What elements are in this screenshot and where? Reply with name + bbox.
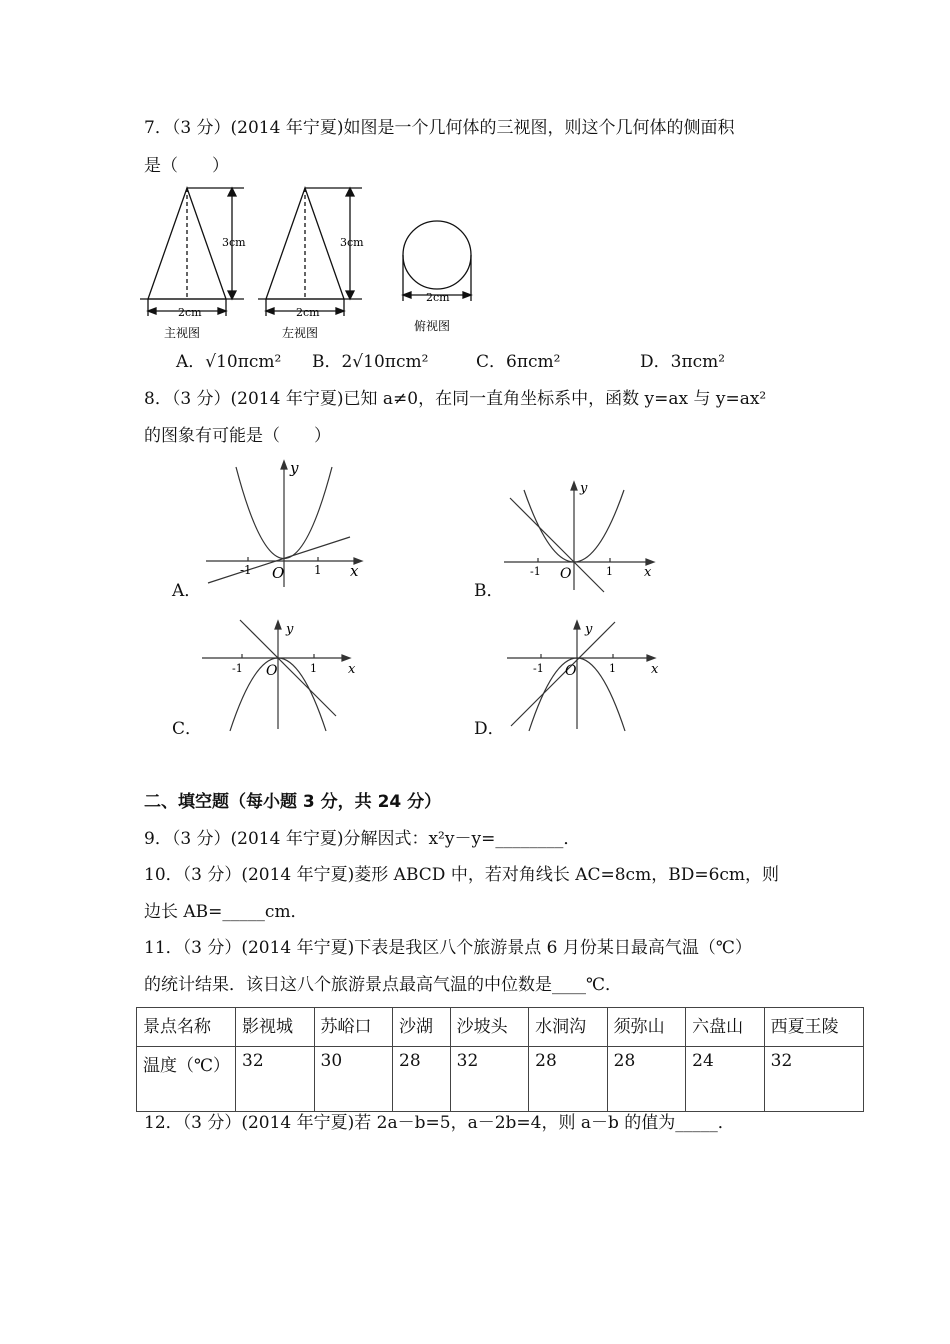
q8-stem-line2: 的图象有可能是（ ）: [144, 426, 331, 446]
origin: O: [565, 663, 577, 679]
origin: O: [560, 566, 572, 582]
q7-choice-d: D．3πcm²: [640, 352, 726, 372]
tick-pos: 1: [310, 662, 317, 675]
table-header-row: [137, 1008, 864, 1047]
front-view: [140, 188, 244, 316]
table-row-label: 温度（℃）: [137, 1047, 236, 1112]
q11-line1: 11．（3 分）(2014 年宁夏)下表是我区八个旅游景点 6 月份某日最高气温（℃）: [144, 938, 752, 958]
axis-y: y: [585, 622, 593, 637]
table-cell: 28: [607, 1047, 686, 1112]
q8-label-d: D．: [474, 719, 505, 739]
tick-neg: -1: [530, 565, 541, 578]
top-caption: 俯视图: [414, 319, 451, 333]
q7-choice-b: B．2√10πcm²: [312, 352, 429, 372]
table-cell: 28: [393, 1047, 451, 1112]
table-cell: 六盘山: [686, 1008, 765, 1047]
q8-label-a: A．: [172, 581, 202, 601]
q8-graph-a: [200, 457, 370, 592]
q8-label-c: C．: [172, 719, 203, 739]
front-caption: 主视图: [164, 326, 201, 340]
q8-stem-line1: 8．（3 分）(2014 年宁夏)已知 a≠0，在同一直角坐标系中，函数 y=ax 与 y=ax²: [144, 389, 767, 409]
tick-neg: -1: [533, 662, 544, 675]
table-cell: 苏峪口: [314, 1008, 393, 1047]
q10-line2: 边长 AB=_____cm．: [144, 902, 308, 922]
q7-stem-line2: 是（ ）: [144, 156, 229, 176]
tick-pos: 1: [609, 662, 616, 675]
q8-graph-c: [200, 617, 360, 737]
table-cell: 30: [314, 1047, 393, 1112]
table-cell: 28: [529, 1047, 608, 1112]
q8-graph-d: [505, 617, 665, 737]
origin: O: [266, 663, 278, 679]
q11-line2: 的统计结果．该日这八个旅游景点最高气温的中位数是____℃．: [144, 975, 623, 995]
table-cell: 沙坡头: [450, 1008, 529, 1047]
left-base-label: 2cm: [296, 306, 320, 319]
table-cell: 32: [764, 1047, 863, 1112]
tick-neg: -1: [240, 563, 252, 577]
q9-text: 9．（3 分）(2014 年宁夏)分解因式：x²y－y=________．: [144, 829, 581, 849]
tick-neg: -1: [232, 662, 243, 675]
axis-y: y: [580, 481, 588, 496]
front-base-label: 2cm: [178, 306, 202, 319]
top-view: [403, 221, 471, 301]
table-cell: 24: [686, 1047, 765, 1112]
table-cell: 西夏王陵: [764, 1008, 863, 1047]
tick-pos: 1: [606, 565, 613, 578]
axis-x: x: [651, 662, 659, 677]
table-cell: 水洞沟: [529, 1008, 608, 1047]
q7-choice-a: A．√10πcm²: [176, 352, 282, 372]
q7-choice-c: C．6πcm²: [476, 352, 561, 372]
axis-y: y: [290, 459, 299, 477]
q12-text: 12．（3 分）(2014 年宁夏)若 2a－b=5，a－2b=4，则 a－b 的值为_____．: [144, 1113, 735, 1133]
front-height-label: 3cm: [222, 236, 246, 249]
table-cell: 沙湖: [393, 1008, 451, 1047]
axis-x: x: [644, 565, 652, 580]
q8-label-b: B．: [474, 581, 504, 601]
tick-pos: 1: [314, 563, 322, 577]
left-caption: 左视图: [282, 326, 319, 340]
table-cell: 32: [450, 1047, 529, 1112]
left-height-label: 3cm: [340, 236, 364, 249]
table-cell: 影视城: [236, 1008, 315, 1047]
temperature-table: [136, 1007, 864, 1112]
q7-stem-line1: 7．（3 分）(2014 年宁夏)如图是一个几何体的三视图，则这个几何体的侧面积: [144, 118, 735, 138]
table-cell: 景点名称: [137, 1008, 236, 1047]
table-cell: 32: [236, 1047, 315, 1112]
axis-y: y: [286, 622, 294, 637]
left-view: [258, 188, 362, 316]
top-base-label: 2cm: [426, 291, 450, 304]
axis-x: x: [350, 562, 359, 580]
q8-graph-b: [502, 478, 662, 598]
origin: O: [272, 564, 285, 582]
axis-x: x: [348, 662, 356, 677]
q10-line1: 10．（3 分）(2014 年宁夏)菱形 ABCD 中，若对角线长 AC=8cm，BD=6cm，则: [144, 865, 780, 885]
table-cell: 须弥山: [607, 1008, 686, 1047]
q7-three-view-figure: [140, 183, 500, 343]
section-title: 二、填空题（每小题 3 分，共 24 分）: [144, 792, 442, 812]
table-row: [137, 1047, 864, 1112]
